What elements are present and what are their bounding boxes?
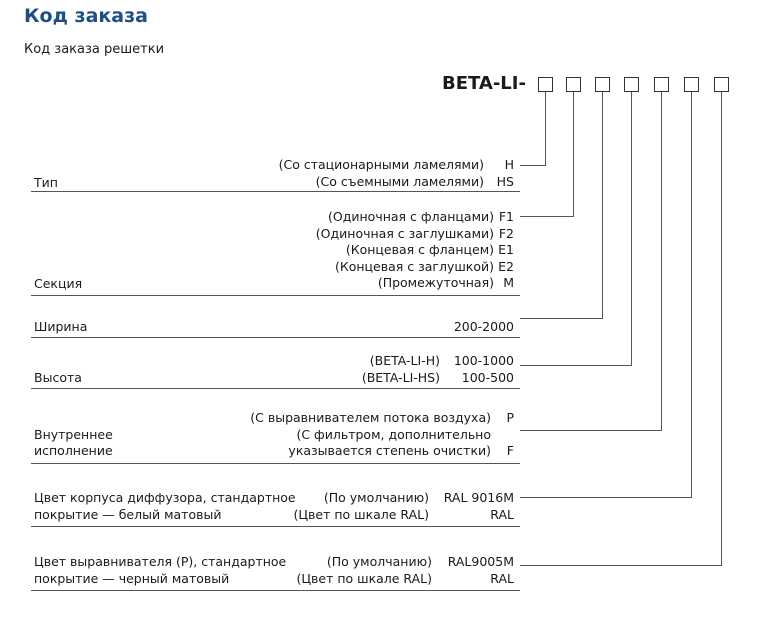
connector-horizontal-1 bbox=[520, 165, 546, 166]
option-desc: (Промежуточная) bbox=[377, 275, 494, 290]
connector-vertical-1 bbox=[545, 92, 546, 166]
code-box-6 bbox=[684, 77, 699, 92]
code-box-4 bbox=[624, 77, 639, 92]
option-code: RAL bbox=[490, 507, 514, 522]
option-code: H bbox=[504, 157, 514, 172]
option-code: F2 bbox=[498, 226, 514, 241]
option-desc: (С выравнивателем потока воздуха) bbox=[250, 410, 491, 425]
section-label-line2: исполнение bbox=[34, 443, 113, 458]
section-label-line2: покрытие — белый матовый bbox=[34, 507, 222, 522]
section-label: Высота bbox=[34, 370, 82, 385]
option-desc: (Концевая с фланцем) bbox=[345, 242, 494, 257]
code-box-1 bbox=[538, 77, 553, 92]
option-desc: (Концевая с заглушкой) bbox=[334, 259, 494, 274]
section-label-line2: покрытие — черный матовый bbox=[34, 571, 230, 586]
option-desc: (Цвет по шкале RAL) bbox=[293, 507, 429, 522]
page-title: Код заказа bbox=[24, 5, 148, 27]
connector-vertical-5 bbox=[661, 92, 662, 431]
option-code: RAL9005M bbox=[447, 554, 514, 569]
option-code: E2 bbox=[498, 259, 514, 274]
connector-horizontal-4 bbox=[520, 365, 632, 366]
option-code: F bbox=[506, 443, 514, 458]
connector-horizontal-3 bbox=[520, 318, 603, 319]
connector-vertical-4 bbox=[631, 92, 632, 366]
code-box-2 bbox=[566, 77, 581, 92]
code-box-5 bbox=[654, 77, 669, 92]
section-label-line1: Внутреннее bbox=[34, 427, 113, 442]
connector-horizontal-2 bbox=[520, 216, 574, 217]
option-desc: (Со съемными ламелями) bbox=[315, 174, 484, 189]
connector-horizontal-6 bbox=[520, 497, 692, 498]
page-subtitle: Код заказа решетки bbox=[24, 42, 165, 57]
option-code: HS bbox=[496, 174, 514, 189]
section-divider bbox=[31, 388, 520, 389]
option-desc: (BETA-LI-HS) bbox=[361, 370, 440, 385]
option-code: P bbox=[506, 410, 514, 425]
code-box-7 bbox=[714, 77, 729, 92]
option-code: E1 bbox=[498, 242, 514, 257]
option-code: M bbox=[503, 275, 514, 290]
connector-vertical-3 bbox=[602, 92, 603, 319]
code-box-3 bbox=[595, 77, 610, 92]
connector-vertical-6 bbox=[691, 92, 692, 498]
section-divider bbox=[31, 295, 520, 296]
section-divider bbox=[31, 337, 520, 338]
section-label: Секция bbox=[34, 276, 83, 291]
option-desc: (Одиночная с фланцами) bbox=[328, 209, 494, 224]
option-desc: указывается степень очистки) bbox=[288, 443, 491, 458]
section-label-line1: Цвет корпуса диффузора, стандартное bbox=[34, 490, 296, 505]
option-code: 100-500 bbox=[461, 370, 514, 385]
option-desc: (По умолчанию) bbox=[323, 490, 429, 505]
section-divider bbox=[31, 526, 520, 527]
option-desc: (Со стационарными ламелями) bbox=[278, 157, 484, 172]
section-divider bbox=[31, 191, 520, 192]
option-desc: (Одиночная с заглушками) bbox=[315, 226, 494, 241]
option-code: F1 bbox=[498, 209, 514, 224]
connector-vertical-7 bbox=[721, 92, 722, 566]
connector-horizontal-5 bbox=[520, 430, 662, 431]
connector-horizontal-7 bbox=[520, 565, 722, 566]
option-desc: (Цвет по шкале RAL) bbox=[296, 571, 432, 586]
option-code: 200-2000 bbox=[453, 319, 514, 334]
section-divider bbox=[31, 590, 520, 591]
section-label: Тип bbox=[34, 175, 58, 190]
option-code: RAL 9016M bbox=[443, 490, 514, 505]
connector-vertical-2 bbox=[573, 92, 574, 217]
option-desc: (По умолчанию) bbox=[326, 554, 432, 569]
section-divider bbox=[31, 463, 520, 464]
option-code: 100-1000 bbox=[453, 353, 514, 368]
option-code: RAL bbox=[490, 571, 514, 586]
section-label-line1: Цвет выравнивателя (P), стандартное bbox=[34, 554, 287, 569]
option-desc: (С фильтром, дополнительно bbox=[296, 427, 491, 442]
option-desc: (BETA-LI-H) bbox=[369, 353, 440, 368]
order-code-prefix: BETA-LI- bbox=[442, 73, 526, 94]
section-label: Ширина bbox=[34, 319, 88, 334]
